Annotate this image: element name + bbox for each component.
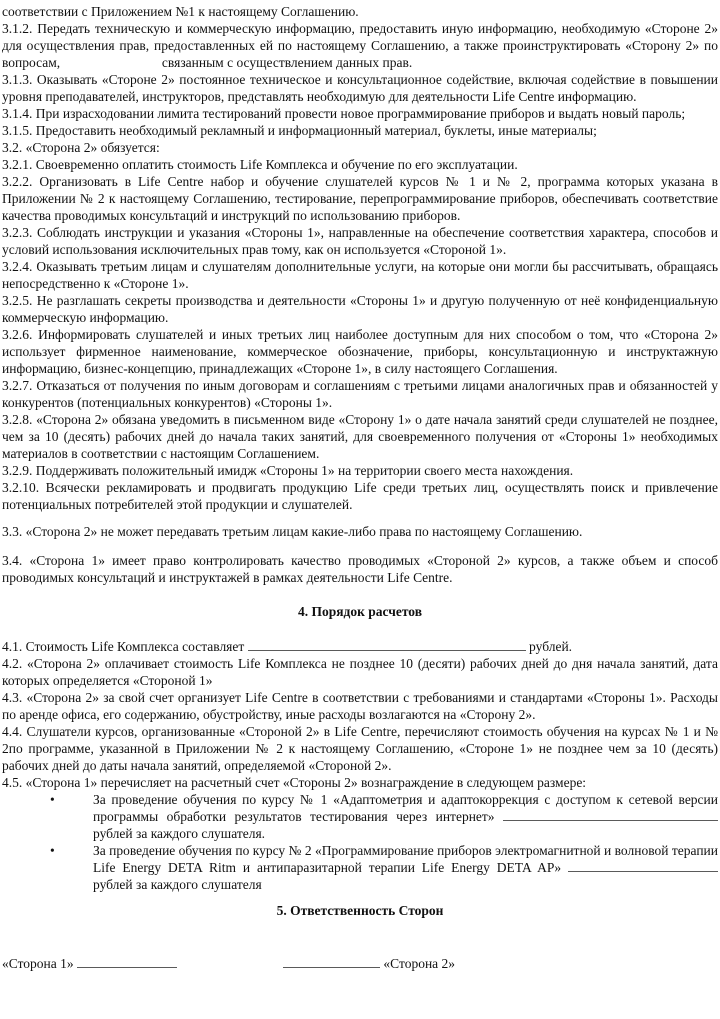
paragraph: соответствии с Приложением №1 к настоящему Соглашению. [2,4,359,19]
fill-in-blank [77,956,177,968]
paragraph: 3.2.7. Отказаться от получения по иным договорам и соглашениям с третьими лицами аналогичных прав и обязанностей у конкурентов (потенциальных конкурентов) «Стороны 1». [2,378,718,410]
paragraph: 4.2. «Сторона 2» оплачивает стоимость Life Комплекса не позднее 10 (десяти) рабочих дней до дня начала занятий, дата которых определяется «Стороной 1» [2,656,718,688]
paragraph: 3.2.2. Организовать в Life Centre набор и обучение слушателей курсов № 1 и № 2, программа которых указана в Приложении № 2 к настоящему Соглашению, тестирование, перепрограммирование приборов, обеспечивать соответствие качества проводимых консультаций и инструкций по использованию приборов. [2,174,718,223]
bullet-icon: • [50,843,55,858]
paragraph: 3.2.10. Всячески рекламировать и продвигать продукцию Life среди третьих лиц, осуществлять поиск и привлечение потенциальных потребителей этой продукции и слушателей. [2,480,718,512]
fill-in-blank [568,860,718,872]
paragraph: 3.2.8. «Сторона 2» обязана уведомить в письменном виде «Сторону 1» о дате начала занятий среди слушателей не позднее, чем за 10 (десять) рабочих дней до начала таких занятий, для своевременного получения от «Стороны 1» необходимых материалов в соответствии с настоящим Соглашением. [2,412,718,461]
document-body [2,3,718,972]
paragraph: 3.1.3. Оказывать «Стороне 2» постоянное техническое и консультационное содействие, включая содействие в повышении уровня преподавателей, инструкторов, представлять необходимую для деятельности Life Centre информацию. [2,72,718,104]
paragraph: 3.1.4. При израсходовании лимита тестирований провести новое программирование приборов и выдать новый пароль; [2,106,686,121]
paragraph: 3.1.5. Предоставить необходимый рекламный и информационный материал, буклеты, иные материалы; [2,123,597,138]
paragraph: 3.1.2. Передать техническую и коммерческую информацию, предоставить иную информацию, необходимую «Стороне 2» для осуществления прав, предоставленных ей по настоящему Соглашению, а также проинструктировать «Сторону 2» по вопросам, связанным с осуществлением данных прав. [2,21,718,70]
section-heading: 5. Ответственность Сторон [276,903,444,918]
spacer [177,967,283,968]
paragraph: 3.2. «Сторона 2» обязуется: [2,140,160,155]
spacer [64,66,159,67]
paragraph: 3.2.6. Информировать слушателей и иных третьих лиц наиболее доступным для них способом о том, что «Сторона 2» использует фирменное наименование, коммерческое обозначение, приборы, консультационную и инструктажную информацию, бизнес-концепцию, принадлежащих «Стороне 1», в силу настоящего Соглашения. [2,327,718,376]
signature-line: «Сторона 1» «Сторона 2» [2,956,456,971]
bullet-icon: • [50,792,55,807]
paragraph: 3.2.3. Соблюдать инструкции и указания «Стороны 1», направленные на обеспечение соответствия характера, способов и условий использования исключительных прав тому, как он используется «Стороной 1». [2,225,718,257]
fill-in-blank [283,956,380,968]
paragraph: 3.3. «Сторона 2» не может передавать третьим лицам какие-либо права по настоящему Соглашению. [2,524,583,539]
paragraph: 3.2.1. Своевременно оплатить стоимость Life Комплекса и обучение по его эксплуатации. [2,157,518,172]
bullet-item: • За проведение обучения по курсу № 2 «Программирование приборов электромагнитной и волновой терапии Life Energy DETA Ritm и антипаразитарной терапии Life Energy DETA AP» рублей за каждого слушателя [50,843,718,892]
paragraph: 4.4. Слушатели курсов, организованные «Стороной 2» в Life Centre, перечисляют стоимость обучения на курсах № 1 и № 2по программе, указанной в Приложении № 2 к настоящему Соглашению, «Стороне 1» не позднее чем за 10 (десять) рабочих дней до даты начала занятий, определяемой «Стороной 2». [2,724,718,773]
paragraph: 3.2.9. Поддерживать положительный имидж «Стороны 1» на территории своего места нахождения. [2,463,574,478]
paragraph: 4.5. «Сторона 1» перечисляет на расчетный счет «Стороны 2» вознаграждение в следующем размере: [2,775,587,790]
paragraph: 4.1. Стоимость Life Комплекса составляет рублей. [2,639,573,654]
section-heading: 4. Порядок расчетов [297,604,423,619]
fill-in-blank [248,639,526,651]
bullet-item: • За проведение обучения по курсу № 1 «Адаптометрия и адаптокоррекция с доступом к сетевой версии программы обработки результатов тестирования через интернет» рублей за каждого слушателя. [50,792,718,841]
paragraph: 4.3. «Сторона 2» за свой счет организует Life Centre в соответствии с требованиями и стандартами «Стороны 1». Расходы по аренде офиса, его содержанию, обустройству, иные расходы возлагаются на «Сторону 2». [2,690,718,722]
paragraph: 3.2.5. Не разглашать секреты производства и деятельности «Стороны 1» и другую полученную от неё конфиденциальную коммерческую информацию. [2,293,718,325]
paragraph: 3.2.4. Оказывать третьим лицам и слушателям дополнительные услуги, на которые они могли бы рассчитывать, обращаясь непосредственно к «Стороне 1». [2,259,718,291]
fill-in-blank [503,809,718,821]
paragraph: 3.4. «Сторона 1» имеет право контролировать качество проводимых «Стороной 2» курсов, а также объем и способ проводимых консультаций и инструктажей в рамках деятельности Life Centre. [2,553,718,585]
